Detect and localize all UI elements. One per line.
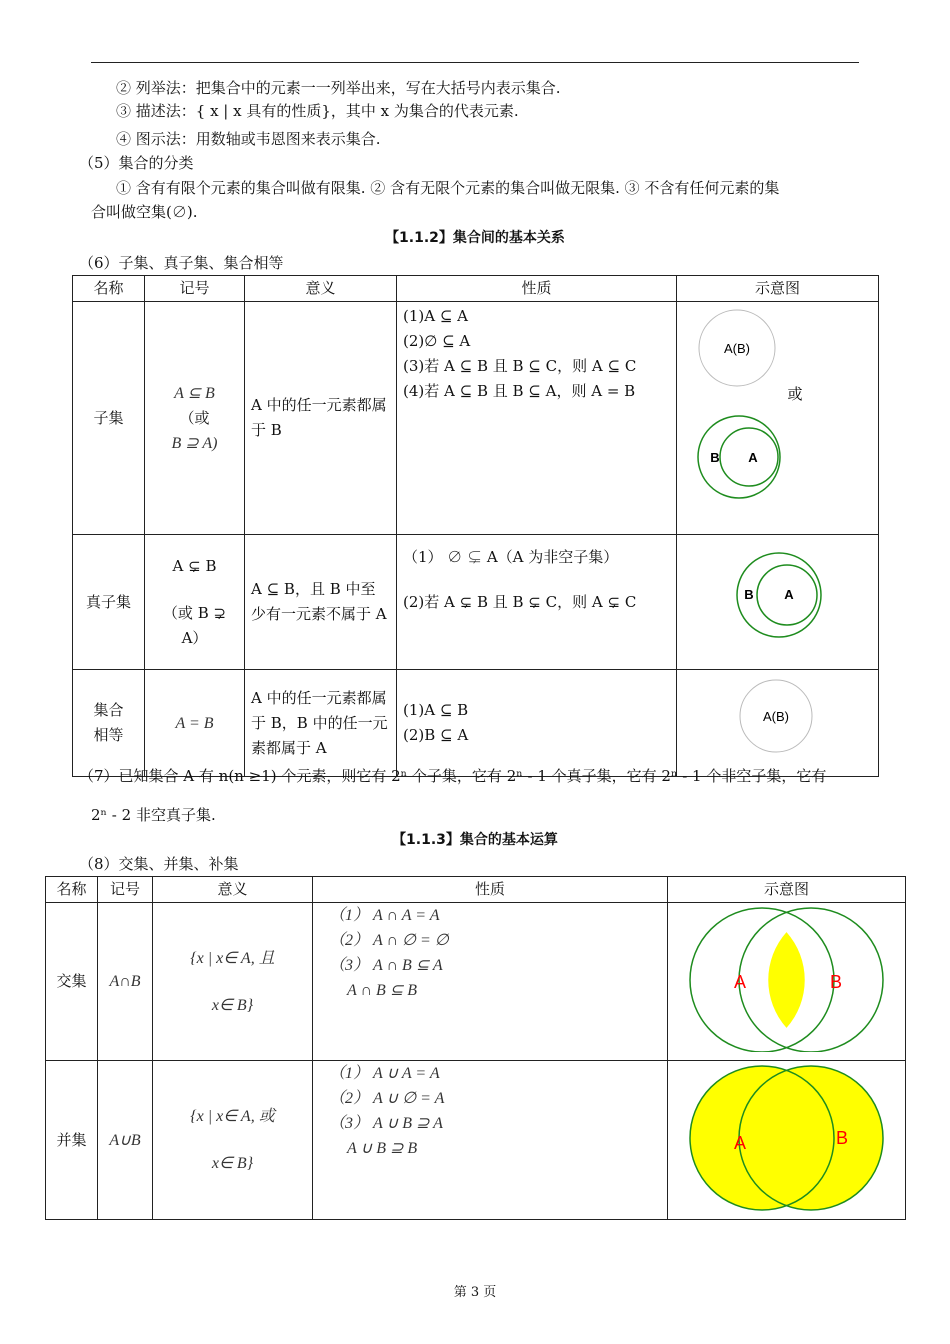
intersection-name: 交集 bbox=[46, 903, 98, 1061]
union-diag-a: A bbox=[733, 1133, 747, 1153]
table-row-union bbox=[46, 1061, 906, 1220]
subset-symbol-3: B ⊇ A) bbox=[171, 434, 218, 452]
union-meaning-2: x∈ B} bbox=[211, 1155, 254, 1172]
header-meaning: 意义 bbox=[153, 877, 313, 903]
union-name: 并集 bbox=[46, 1061, 98, 1220]
intersection-meaning bbox=[153, 903, 313, 1061]
proper-prop-1: （1） ∅ ⊊ A（A 为非空子集） bbox=[403, 548, 619, 566]
intersection-prop-3: （3） A ∩ B ⊆ A bbox=[329, 957, 443, 974]
intersection-region bbox=[768, 932, 804, 1028]
header-rule bbox=[91, 62, 859, 63]
subset-name: 子集 bbox=[73, 302, 145, 535]
intersection-prop-2: （2） A ∩ ∅ = ∅ bbox=[329, 932, 449, 949]
header-name: 名称 bbox=[46, 877, 98, 903]
classification-text-2: 合叫做空集(∅). bbox=[91, 203, 198, 221]
section-1-subtitle: （6）子集、真子集、集合相等 bbox=[79, 254, 284, 272]
table-row-equal bbox=[73, 670, 879, 777]
union-prop-3: （3） A ∪ B ⊇ A bbox=[329, 1115, 443, 1132]
subset-prop-1: (1)A ⊆ A bbox=[403, 307, 469, 325]
proper-diag-a: A bbox=[784, 587, 794, 602]
header-name: 名称 bbox=[73, 276, 145, 302]
union-prop-2: （2） A ∪ ∅ = A bbox=[329, 1090, 445, 1107]
equal-venn bbox=[677, 670, 879, 768]
header-property: 性质 bbox=[397, 276, 677, 302]
equal-prop-1: (1)A ⊆ B bbox=[403, 701, 469, 719]
subset-symbol-2: （或 bbox=[179, 408, 210, 427]
header-diagram: 示意图 bbox=[677, 276, 879, 302]
table-header-row bbox=[46, 877, 906, 903]
union-symbol: A∪B bbox=[98, 1061, 153, 1220]
operations-table bbox=[45, 876, 906, 1220]
equal-name bbox=[73, 670, 145, 777]
proper-prop-2: (2)若 A ⊊ B 且 B ⊊ C，则 A ⊊ C bbox=[403, 593, 637, 611]
proper-symbol bbox=[145, 535, 245, 670]
equal-prop-2: (2)B ⊆ A bbox=[403, 726, 469, 744]
subset-properties bbox=[397, 302, 677, 535]
proper-symbol-2: （或 B ⊋ bbox=[162, 603, 227, 622]
header-meaning: 意义 bbox=[245, 276, 397, 302]
subset-diag-a: A bbox=[748, 450, 758, 465]
method-diagram: ④ 图示法：用数轴或韦恩图来表示集合. bbox=[116, 130, 381, 148]
equal-meaning: A 中的任一元素都属于 B，B 中的任一元素都属于 A bbox=[245, 670, 397, 777]
subset-diag-label-ab: A(B) bbox=[724, 341, 750, 356]
item-7-line-2: 2ⁿ - 2 非空真子集. bbox=[91, 806, 216, 824]
union-prop-4: A ∪ B ⊇ B bbox=[347, 1140, 418, 1157]
union-meaning bbox=[153, 1061, 313, 1220]
intersection-meaning-2: x∈ B} bbox=[211, 996, 254, 1014]
subset-venn bbox=[677, 302, 879, 526]
subset-diag-b: B bbox=[710, 450, 720, 465]
table-header-row bbox=[73, 276, 879, 302]
union-diagram bbox=[668, 1061, 906, 1220]
proper-diagram bbox=[677, 535, 879, 670]
intersection-diagram bbox=[668, 903, 906, 1061]
table-row-intersection bbox=[46, 903, 906, 1061]
proper-symbol-3: A） bbox=[181, 628, 208, 647]
union-meaning-1: {x | x∈ A, 或 bbox=[190, 1108, 275, 1125]
subset-prop-3: (3)若 A ⊆ B 且 B ⊆ C，则 A ⊆ C bbox=[403, 357, 637, 375]
subset-diag-or: 或 bbox=[787, 386, 803, 403]
classification-text: ① 含有有限个元素的集合叫做有限集. ② 含有无限个元素的集合叫做无限集. ③ 不含有任何元素的集 bbox=[116, 179, 780, 197]
equal-symbol: A = B bbox=[145, 670, 245, 777]
circle-b bbox=[739, 908, 883, 1052]
section-1-title: 【1.1.2】集合间的基本关系 bbox=[385, 230, 565, 246]
page-number: 第 3 页 bbox=[453, 1285, 497, 1300]
relations-table bbox=[72, 275, 879, 777]
table-row-proper-subset bbox=[73, 535, 879, 670]
classification-heading: （5）集合的分类 bbox=[79, 154, 194, 172]
equal-diagram bbox=[677, 670, 879, 777]
union-prop-1: （1） A ∪ A = A bbox=[329, 1065, 440, 1082]
subset-symbol bbox=[145, 302, 245, 535]
circle-a bbox=[690, 908, 834, 1052]
subset-symbol-1: A ⊆ B bbox=[174, 384, 215, 402]
intersection-prop-4: A ∩ B ⊆ B bbox=[347, 982, 417, 999]
method-describe: ③ 描述法：{ x | x 具有的性质}，其中 x 为集合的代表元素. bbox=[116, 102, 519, 120]
intersection-properties bbox=[313, 903, 668, 1061]
header-symbol: 记号 bbox=[98, 877, 153, 903]
proper-properties bbox=[397, 535, 677, 670]
intersection-diag-a: A bbox=[733, 972, 747, 992]
equal-diag-label: A(B) bbox=[763, 709, 789, 724]
section-2-title: 【1.1.3】集合的基本运算 bbox=[392, 832, 558, 848]
subset-prop-4: (4)若 A ⊆ B 且 B ⊆ A，则 A = B bbox=[403, 382, 636, 400]
union-venn bbox=[668, 1061, 906, 1211]
intersection-venn bbox=[668, 903, 906, 1052]
union-diag-b: B bbox=[835, 1128, 849, 1148]
subset-diagram bbox=[677, 302, 879, 535]
table-row-subset bbox=[73, 302, 879, 535]
intersection-symbol: A∩B bbox=[98, 903, 153, 1061]
item-7-line-1: （7）已知集合 A 有 n(n ≥1) 个元素，则它有 2ⁿ 个子集，它有 2ⁿ - 1 个真子集，它有 2ⁿ - 1 个非空子集，它有 bbox=[79, 767, 827, 785]
intersection-prop-1: （1） A ∩ A = A bbox=[329, 907, 440, 924]
section-2-subtitle: （8）交集、并集、补集 bbox=[79, 855, 239, 873]
proper-diag-b: B bbox=[744, 587, 754, 602]
subset-meaning: A 中的任一元素都属于 B bbox=[245, 302, 397, 535]
header-symbol: 记号 bbox=[145, 276, 245, 302]
proper-symbol-1: A ⊊ B bbox=[172, 556, 217, 575]
intersection-diag-b: B bbox=[829, 972, 843, 992]
proper-venn bbox=[677, 535, 879, 661]
equal-name-2: 相等 bbox=[93, 726, 124, 744]
header-diagram: 示意图 bbox=[668, 877, 906, 903]
equal-name-1: 集合 bbox=[93, 701, 124, 719]
equal-properties bbox=[397, 670, 677, 777]
method-list: ② 列举法：把集合中的元素一一列举出来，写在大括号内表示集合. bbox=[116, 79, 561, 97]
header-property: 性质 bbox=[313, 877, 668, 903]
union-properties bbox=[313, 1061, 668, 1220]
subset-prop-2: (2)∅ ⊆ A bbox=[403, 332, 471, 350]
proper-meaning: A ⊆ B，且 B 中至少有一元素不属于 A bbox=[245, 535, 397, 670]
proper-name: 真子集 bbox=[73, 535, 145, 670]
intersection-meaning-1: {x | x∈ A, 且 bbox=[190, 949, 275, 967]
